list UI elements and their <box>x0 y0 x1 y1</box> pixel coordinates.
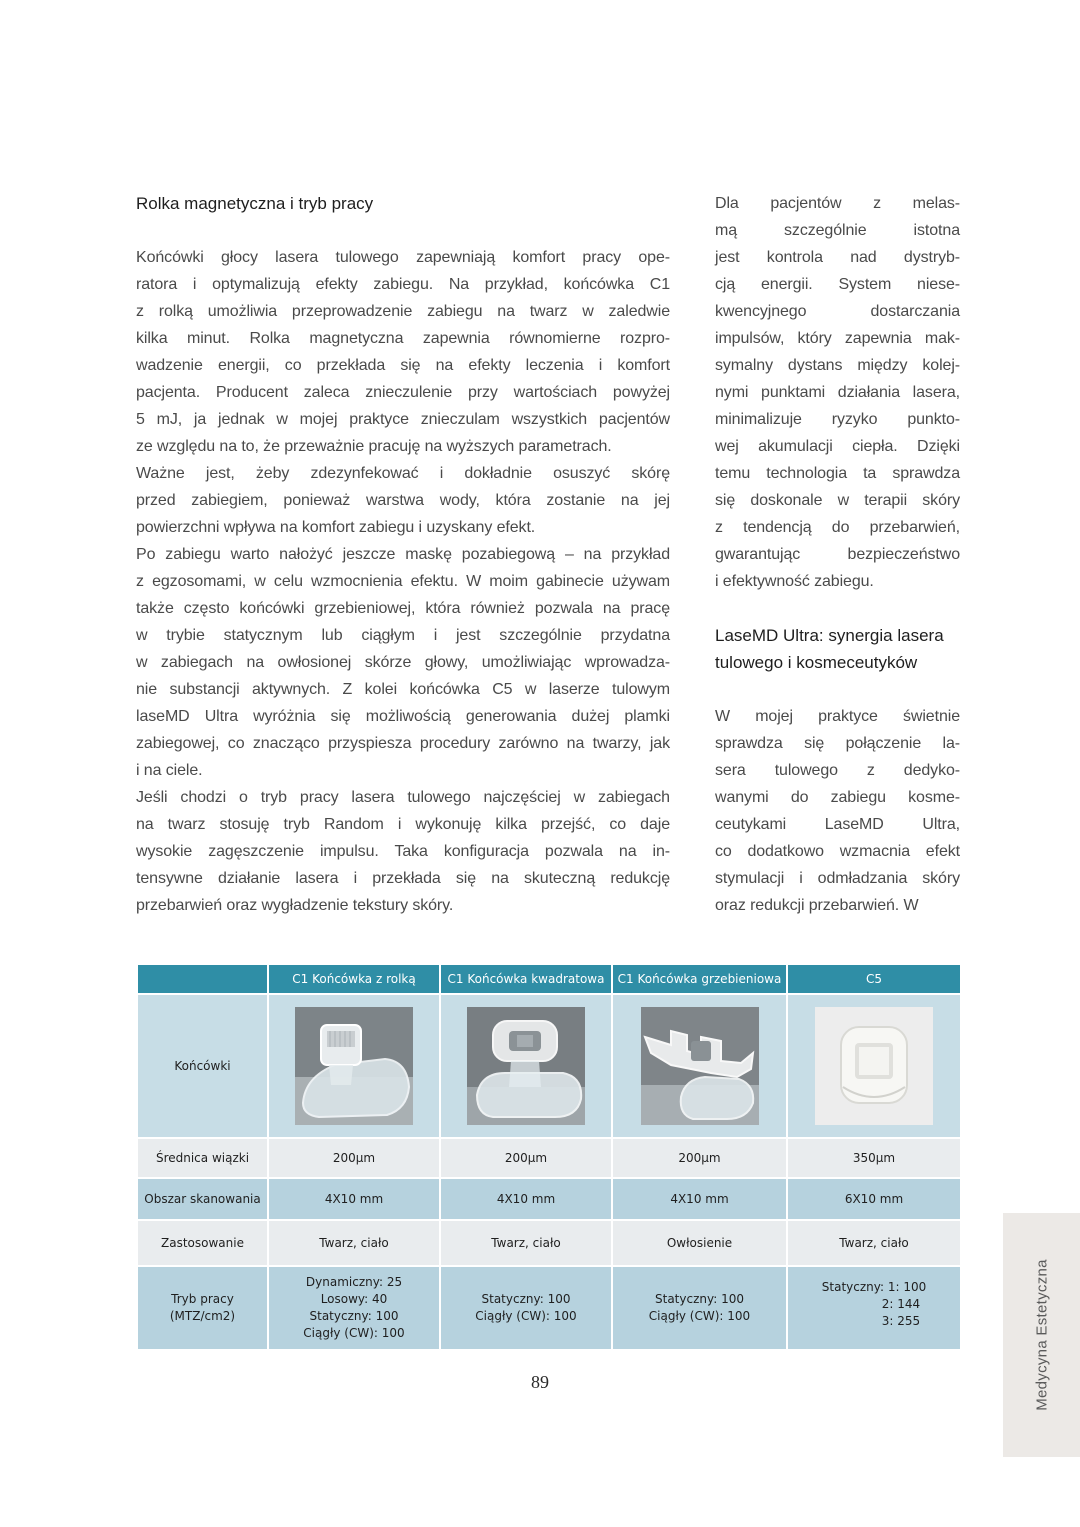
table-header-c1-roll: C1 Końcówka z rolką <box>268 964 440 994</box>
text-line: pacjenta. Producent zaleca znieczulenie przy wartościach powyżej <box>136 384 670 401</box>
text-line: Końcówki głocy lasera tulowego zapewniają komfort pracy ope- <box>136 249 670 266</box>
table-cell: Statyczny: 100 Ciągły (CW): 100 <box>612 1266 787 1350</box>
table-row-beam <box>137 1138 961 1178</box>
text-line: minimalizuje ryzyko punkto- <box>715 411 960 428</box>
table-cell: Twarz, ciało <box>787 1220 961 1266</box>
right-body-text-bottom <box>715 703 960 919</box>
c5-tip-image <box>815 1007 933 1125</box>
row-label-beam: Średnica wiązki <box>137 1138 268 1178</box>
table-header-c1-square: C1 Końcówka kwadratowa <box>440 964 612 994</box>
comb-tip-image <box>641 1007 759 1125</box>
text-line: Ważne jest, żeby zdezynfekować i dokładnie osuszyć skórę <box>136 465 670 482</box>
text-line: na twarz stosuję tryb Random i wykonuję kilka przejść, co daje <box>136 816 670 833</box>
table-cell: Statyczny: 100 Ciągły (CW): 100 <box>440 1266 612 1350</box>
text-line: co dodatkowo wzmacnia efekt <box>715 843 960 860</box>
text-line: Po zabiegu warto nałożyć jeszcze maskę pozabiegową – na przykład <box>136 546 670 563</box>
text-line: 5 mJ, ja jednak w mojej praktyce znieczulam wszystkich pacjentów <box>136 411 670 428</box>
text-line: nymi punktami działania lasera, <box>715 384 960 401</box>
tip-image-cell <box>268 994 440 1138</box>
text-line: nie substancji aktywnych. Z kolei końcówka C5 w laserze tulowym <box>136 681 670 698</box>
section-side-tab <box>1003 1213 1080 1457</box>
text-line: sera tulowego z dedyko- <box>715 762 960 779</box>
table-row-use <box>137 1220 961 1266</box>
table-cell: 200μm <box>612 1138 787 1178</box>
table-header-c1-comb: C1 Końcówka grzebieniowa <box>612 964 787 994</box>
text-line: tensywne działanie lasera i przekłada się na skuteczną redukcję <box>136 870 670 887</box>
text-line: ze względu na to, że przeważnie pracuję na wyższych parametrach. <box>136 438 612 455</box>
table-cell: 200μm <box>268 1138 440 1178</box>
tip-image-cell <box>787 994 961 1138</box>
text-line: kilka minut. Rolka magnetyczna zapewnia równomierne rozpro- <box>136 330 670 347</box>
text-line: laseMD Ultra wyróżnia się możliwością generowania dużej plamki <box>136 708 670 725</box>
text-line: z rolką umożliwia przeprowadzenie zabiegu na twarz w zaledwie <box>136 303 670 320</box>
table-cell: Dynamiczny: 25 Losowy: 40 Statyczny: 100 Ciągły (CW): 100 <box>268 1266 440 1350</box>
table-header-c5: C5 <box>787 964 961 994</box>
table-row-mode <box>137 1266 961 1350</box>
text-line: także często końcówki grzebieniowej, która również pozwala na pracę <box>136 600 670 617</box>
text-line: impulsów, który zapewnia mak- <box>715 330 960 347</box>
text-line: w zabiegach na owłosionej skórze głowy, umożliwiając wprowadza- <box>136 654 670 671</box>
text-line: ratora i optymalizują efekty zabiegu. Na przykład, końcówka C1 <box>136 276 670 293</box>
tip-spec-table <box>136 963 962 1351</box>
table-cell: 350μm <box>787 1138 961 1178</box>
text-line: ceutykami LaseMD Ultra, <box>715 816 960 833</box>
text-line: temu technologia ta sprawdza <box>715 465 960 482</box>
text-line: stymulacji i odmładzania skóry <box>715 870 960 887</box>
table-cell: Statyczny: 1: 100 2: 144 3: 255 <box>787 1266 961 1350</box>
table-cell: 200μm <box>440 1138 612 1178</box>
table-row-images <box>137 994 961 1138</box>
text-line: zabiegowej, co znacząco przyspiesza procedury zarówno na twarzy, jak <box>136 735 670 752</box>
text-line: mą szczególnie istotna <box>715 222 960 239</box>
square-tip-image <box>467 1007 585 1125</box>
text-line: i na ciele. <box>136 762 203 779</box>
text-line: powierzchni wpływa na komfort zabiegu i uzyskany efekt. <box>136 519 536 536</box>
row-label-mode: Tryb pracy (MTZ/cm2) <box>137 1266 268 1350</box>
text-line: przed zabiegiem, ponieważ warstwa wody, która zostanie na jej <box>136 492 670 509</box>
row-label-use: Zastosowanie <box>137 1220 268 1266</box>
section-heading: Rolka magnetyczna i tryb pracy <box>136 194 374 213</box>
table-cell: Twarz, ciało <box>440 1220 612 1266</box>
text-line: Dla pacjentów z melas- <box>715 195 960 212</box>
text-line: oraz redukcji przebarwień. W <box>715 897 919 914</box>
text-line: wej akumulacji ciepła. Dzięki <box>715 438 960 455</box>
text-line: przebarwień oraz wygładzenie tekstury skóry. <box>136 897 454 914</box>
text-line: cją energii. System niese- <box>715 276 960 293</box>
text-line: i efektywność zabiegu. <box>715 573 874 590</box>
text-line: sprawdza się połączenie la- <box>715 735 960 752</box>
text-line: w trybie statycznym lub ciągłym i jest szczególnie przydatna <box>136 627 670 644</box>
text-line: z tendencją do przebarwień, <box>715 519 960 536</box>
table-cell: 4X10 mm <box>612 1178 787 1220</box>
section-heading-lasemd: LaseMD Ultra: synergia lasera tulowego i kosmeceutyków <box>715 626 944 672</box>
tip-image-cell <box>612 994 787 1138</box>
table-cell: 4X10 mm <box>440 1178 612 1220</box>
table-row-scan <box>137 1178 961 1220</box>
text-line: kwencyjnego dostarczania <box>715 303 960 320</box>
page-number: 89 <box>531 1372 549 1392</box>
table-cell: Twarz, ciało <box>268 1220 440 1266</box>
roller-tip-image <box>295 1007 413 1125</box>
text-line: wysokie zagęszczenie impulsu. Taka konfiguracja pozwala na in- <box>136 843 670 860</box>
row-label-tips: Końcówki <box>137 994 268 1138</box>
text-line: wanymi do zabiegu kosme- <box>715 789 960 806</box>
text-line: jest kontrola nad dystryb- <box>715 249 960 266</box>
text-line: gwarantując bezpieczeństwo <box>715 546 960 563</box>
table-cell: 4X10 mm <box>268 1178 440 1220</box>
text-line: z egzosomami, w celu wzmocnienia efektu. W moim gabinecie używam <box>136 573 670 590</box>
row-label-scan: Obszar skanowania <box>137 1178 268 1220</box>
text-line: symalny dystans między kolej- <box>715 357 960 374</box>
right-column <box>715 190 960 919</box>
side-tab-label: Medycyna Estetyczna <box>1033 1259 1050 1411</box>
text-line: się doskonale w terapii skóry <box>715 492 960 509</box>
left-column <box>136 190 670 919</box>
text-line: Jeśli chodzi o tryb pracy lasera tulowego najczęściej w zabiegach <box>136 789 670 806</box>
table-header-row <box>137 964 961 994</box>
text-line: W mojej praktyce świetnie <box>715 708 960 725</box>
left-body-text <box>136 244 670 919</box>
table-cell: 6X10 mm <box>787 1178 961 1220</box>
text-line: wadzenie energii, co przekłada się na efekty leczenia i komfort <box>136 357 670 374</box>
tip-image-cell <box>440 994 612 1138</box>
table-header-empty <box>137 964 268 994</box>
right-body-text-top <box>715 190 960 595</box>
table-cell: Owłosienie <box>612 1220 787 1266</box>
